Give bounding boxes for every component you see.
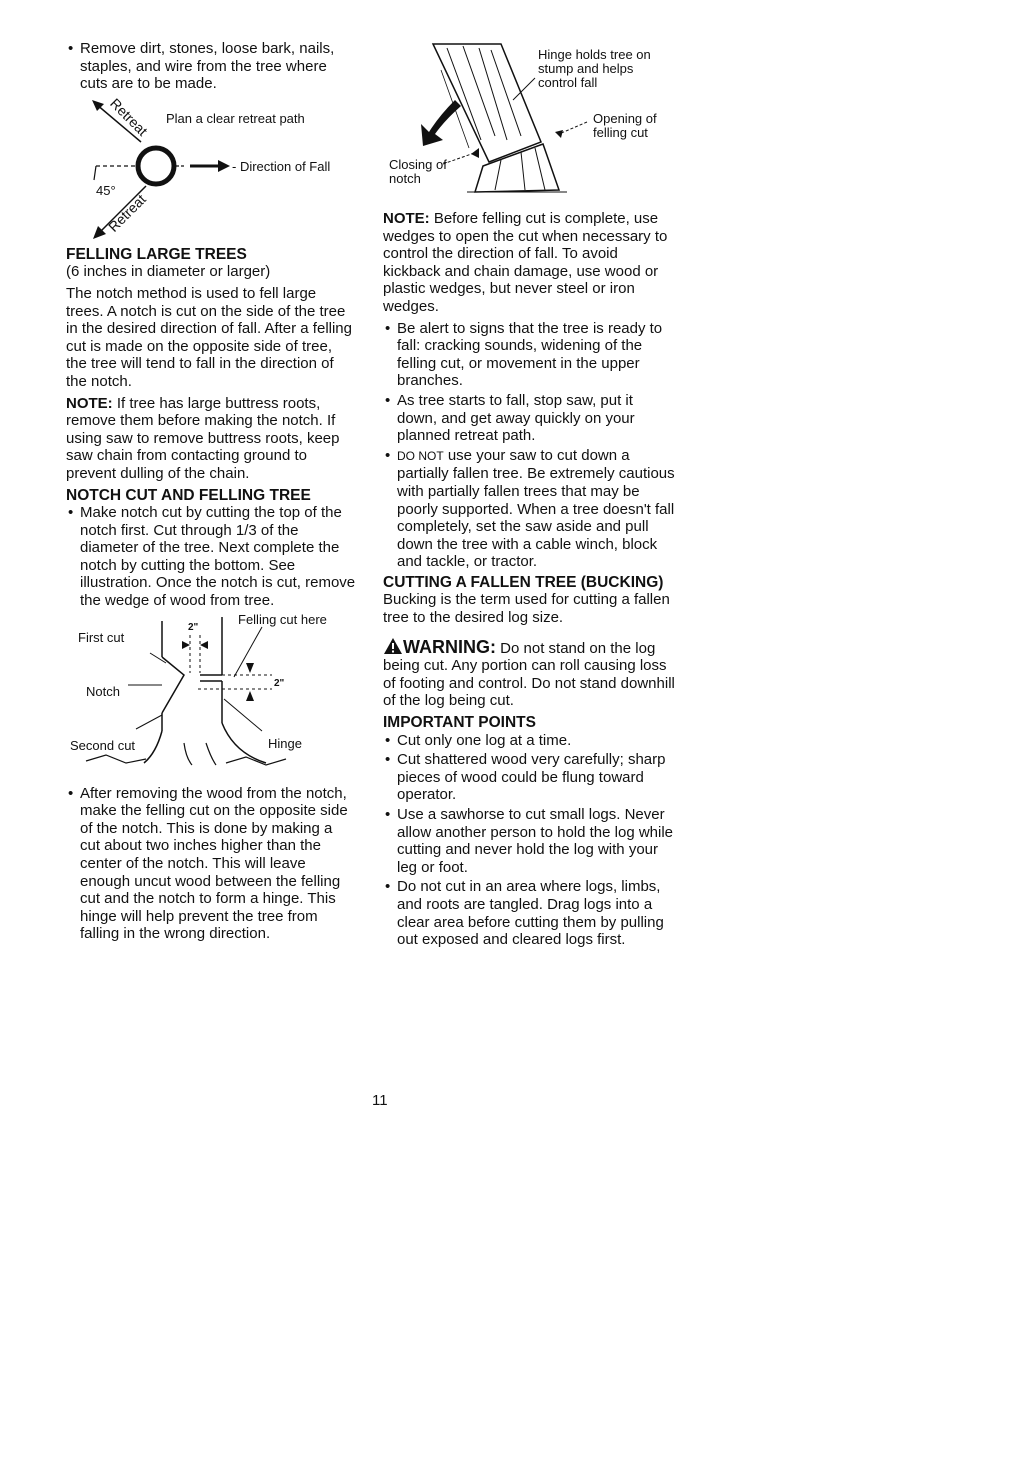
note-wedges — [383, 210, 675, 316]
important-points-heading: IMPORTANT POINTS — [383, 714, 536, 732]
note-text: Before felling cut is complete, use wedges to open the cut when necessary to control the direction of fall. To avoid kickback and chain damage, use wood or plastic wedges, but never steel or iron wedges. — [383, 210, 668, 315]
retreat-label-top: Retreat — [107, 94, 151, 139]
tree-falling-diagram — [383, 40, 675, 206]
dimension-top-label: 2" — [188, 621, 199, 633]
closing-text: Closing of notch — [389, 157, 447, 186]
felling-large-trees-heading: FELLING LARGE TREES — [66, 245, 247, 263]
list-item: • Cut only one log at a time. — [383, 732, 675, 750]
retreat-label-bottom: Retreat — [105, 190, 149, 235]
first-cut-label: First cut — [78, 629, 125, 645]
list-item: • After removing the wood from the notch, make the felling cut on the opposite side of the notch. This is done by making a cut about two inches higher than the center of the notch. This will leave enough uncut wood between the felling cut and the notch to form a hinge. This hinge will help prevent the tree from falling in the wrong direction. — [66, 785, 356, 943]
notch-list — [66, 504, 356, 610]
left-column — [66, 40, 356, 946]
note-text: If tree has large buttress roots, remove them before making the notch. If using saw to remove buttress roots, keep saw chain from contacting ground to prevent dulling of the chain. — [66, 394, 340, 482]
notch-method-paragraph: The notch method is used to fell large trees. A notch is cut on the side of the tree in the desired direction of fall. After a felling cut is made on the opposite side of tree, the tree will tend to fall in the direction of the notch. — [66, 284, 352, 390]
second-cut-label: Second cut — [70, 737, 136, 753]
retreat-path-diagram — [66, 96, 356, 246]
falling-safety-list — [383, 320, 675, 571]
warning-triangle-icon — [383, 637, 403, 655]
warning-text: Do not stand on the log being cut. Any portion can roll causing loss of footing and control. Do not stand downhill of the log being cut. — [383, 639, 675, 710]
notch-cut-diagram — [66, 613, 356, 785]
notch-label: Notch — [86, 683, 120, 699]
page-number: 11 — [372, 1092, 388, 1109]
after-removing-list — [66, 785, 356, 943]
do-not-label: DO NOT — [397, 448, 444, 463]
warning-paragraph — [383, 637, 675, 710]
dimension-side-label: 2" — [274, 677, 285, 689]
angle-label: 45° — [96, 182, 116, 198]
cutting-fallen-tree-heading: CUTTING A FALLEN TREE (BUCKING) — [383, 573, 664, 591]
warning-label: WARNING: — [403, 636, 496, 657]
plan-retreat-label: Plan a clear retreat path — [166, 110, 305, 126]
remove-debris-list — [66, 40, 356, 93]
hinge-holds-label — [538, 48, 673, 90]
felling-cut-here-label: Felling cut here — [238, 611, 327, 627]
list-item: • Be alert to signs that the tree is ready to fall: cracking sounds, widening of the felling cut, or movement in the upper branches. — [383, 320, 675, 390]
note-label: NOTE: — [383, 210, 430, 227]
direction-of-fall-label: - Direction of Fall — [232, 158, 331, 174]
felling-subheading: (6 inches in diameter or larger) — [66, 263, 271, 281]
important-points-list — [383, 732, 675, 949]
list-item: • Do not cut in an area where logs, limbs, and roots are tangled. Drag logs into a clear area before cutting them by pulling out exposed and cleared logs first. — [383, 878, 675, 948]
do-not-text: use your saw to cut down a partially fallen tree. Be extremely cautious with partially fallen trees that may be poorly supported. When a tree doesn't fall completely, set the saw aside and pull down the tree with a cable winch, block and tackle, or tractor. — [397, 446, 675, 571]
hinge-label: Hinge — [268, 735, 302, 751]
list-item: • As tree starts to fall, stop saw, put it down, and get away quickly on your planned retreat path. — [383, 392, 675, 445]
opening-text: Opening of felling cut — [593, 111, 657, 140]
right-column — [383, 40, 675, 952]
list-item: • Remove dirt, stones, loose bark, nails, staples, and wire from the tree where cuts are to be made. — [66, 40, 356, 93]
opening-label — [593, 112, 675, 140]
closing-label — [389, 158, 451, 186]
notch-cut-heading: NOTCH CUT AND FELLING TREE — [66, 486, 311, 504]
hinge-holds-text: Hinge holds tree on stump and helps control fall — [538, 47, 651, 90]
list-item: • Use a sawhorse to cut small logs. Never allow another person to hold the log while cutting and never hold the log with your leg or foot. — [383, 806, 675, 876]
list-item: • Cut shattered wood very carefully; sharp pieces of wood could be flung toward operator. — [383, 751, 675, 804]
note-buttress-roots — [66, 395, 356, 483]
bucking-paragraph: Bucking is the term used for cutting a fallen tree to the desired log size. — [383, 591, 670, 627]
note-label: NOTE: — [66, 394, 113, 412]
list-item: • Make notch cut by cutting the top of the notch first. Cut through 1/3 of the diameter of the tree. Next complete the notch by cutting the bottom. See illustration. Once the notch is cut, remove the wedge of wood from tree. — [66, 504, 356, 610]
list-item-do-not — [383, 447, 675, 571]
